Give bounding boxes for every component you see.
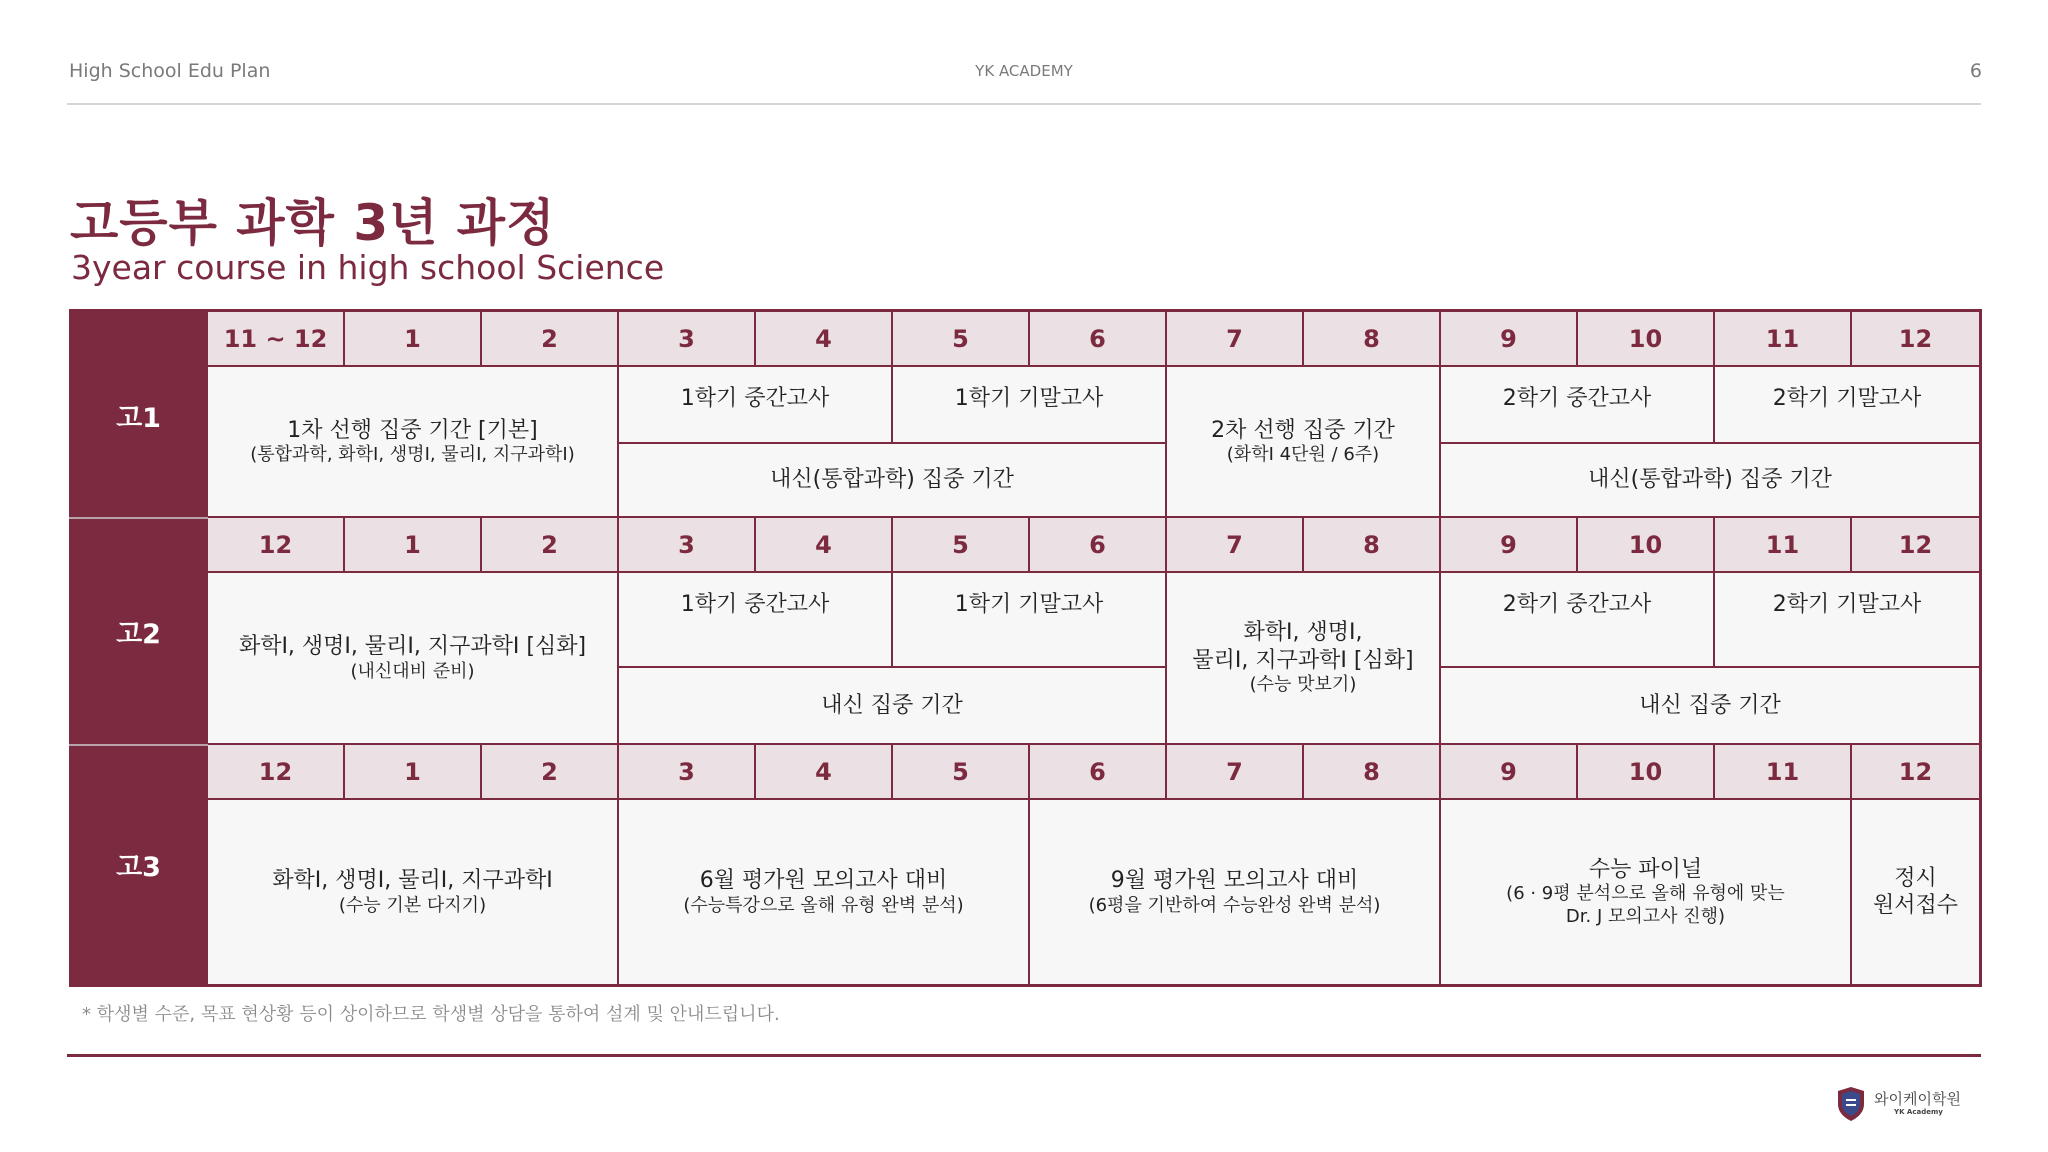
- month-header-cell: 5: [893, 745, 1030, 800]
- schedule-cell-text: 수능 파이널: [1588, 856, 1703, 882]
- schedule-cell: [619, 668, 1167, 745]
- logo-korean-text: 와이케이학원: [1874, 1090, 1961, 1108]
- month-header-cell: 5: [893, 518, 1030, 573]
- month-header-cell: 12: [208, 518, 345, 573]
- schedule-cell: [1167, 573, 1441, 745]
- schedule-cell: [208, 367, 619, 518]
- schedule-cell-text: 2학기 중간고사: [1502, 592, 1652, 617]
- schedule-cell-text: 2차 선행 집중 기간: [1211, 417, 1395, 443]
- month-header-cell: 9: [1441, 518, 1578, 573]
- schedule-cell: [619, 444, 1167, 518]
- schedule-cell: [619, 367, 893, 444]
- schedule-cell-text: 내신 집중 기간: [1639, 692, 1781, 718]
- shield-logo-icon: [1836, 1086, 1866, 1122]
- month-header-cell: 8: [1304, 745, 1441, 800]
- month-header-cell: 7: [1167, 518, 1304, 573]
- month-header-cell: 1: [345, 745, 482, 800]
- month-header-cell: 6: [1030, 312, 1167, 367]
- schedule-cell: [208, 573, 619, 745]
- schedule-cell-text: 화학Ⅰ, 생명Ⅰ, 물리Ⅰ, 지구과학Ⅰ: [272, 868, 553, 893]
- grade-label: 고1: [69, 312, 208, 518]
- schedule-cell-text: (6 · 9평 분석으로 올해 유형에 맞는: [1506, 883, 1785, 905]
- month-header-cell: 7: [1167, 312, 1304, 367]
- schedule-cell: [1441, 444, 1979, 518]
- month-header-cell: 4: [756, 312, 893, 367]
- schedule-cell-text: 1학기 중간고사: [680, 592, 830, 617]
- month-header-cell: 10: [1578, 312, 1715, 367]
- month-header-cell: 1: [345, 312, 482, 367]
- month-header-cell: 6: [1030, 518, 1167, 573]
- schedule-cell-text: 1차 선행 집중 기간 [기본]: [287, 417, 538, 443]
- schedule-cell-text: (화학Ⅰ 4단원 / 6주): [1226, 444, 1380, 465]
- month-header-cell: 3: [619, 745, 756, 800]
- month-header-cell: 12: [1852, 518, 1979, 573]
- month-header-cell: 4: [756, 745, 893, 800]
- month-header-cell: 3: [619, 312, 756, 367]
- grade-label: 고2: [69, 518, 208, 745]
- header-left-text: High School Edu Plan: [69, 60, 271, 82]
- month-header-cell: 11: [1715, 745, 1852, 800]
- month-header-cell: 8: [1304, 518, 1441, 573]
- header-divider: [67, 103, 1981, 105]
- month-header-cell: 11: [1715, 312, 1852, 367]
- month-header-cell: 2: [482, 518, 619, 573]
- page-number: 6: [1969, 60, 1982, 82]
- schedule-cell-text: Dr. J 모의고사 진행): [1565, 905, 1726, 927]
- month-header-cell: 10: [1578, 745, 1715, 800]
- schedule-cell: [1167, 367, 1441, 518]
- schedule-cell-text: 내신(통합과학) 집중 기간: [1588, 467, 1832, 493]
- schedule-cell: [1852, 800, 1979, 984]
- schedule-cell-text: 내신 집중 기간: [821, 692, 963, 718]
- schedule-cell: [1030, 800, 1441, 984]
- header-center-text: YK ACADEMY: [975, 62, 1073, 80]
- schedule-cell: [893, 367, 1167, 444]
- month-header-cell: 3: [619, 518, 756, 573]
- schedule-cell: [619, 573, 893, 668]
- month-header-cell: 8: [1304, 312, 1441, 367]
- schedule-cell-text: 6월 평가원 모의고사 대비: [699, 868, 948, 893]
- month-header-cell: 9: [1441, 745, 1578, 800]
- month-header-cell: 7: [1167, 745, 1304, 800]
- month-header-cell: 12: [1852, 745, 1979, 800]
- month-header-cell: 2: [482, 745, 619, 800]
- schedule-table: [69, 309, 1982, 987]
- schedule-cell: [208, 800, 619, 984]
- schedule-cell: [893, 573, 1167, 668]
- schedule-cell-text: 1학기 기말고사: [954, 592, 1104, 617]
- schedule-cell-text: (6평을 기반하여 수능완성 완벽 분석): [1088, 894, 1381, 916]
- grade-label: 고3: [69, 745, 208, 984]
- schedule-cell-text: 2학기 중간고사: [1502, 386, 1652, 411]
- schedule-cell-text: 정시: [1894, 865, 1937, 891]
- grade-separator: [69, 744, 208, 746]
- schedule-cell-text: 2학기 기말고사: [1772, 592, 1922, 617]
- month-header-cell: 1: [345, 518, 482, 573]
- schedule-cell-text: 내신(통합과학) 집중 기간: [770, 467, 1014, 493]
- schedule-cell-text: 9월 평가원 모의고사 대비: [1110, 868, 1359, 893]
- page-subtitle: 3year course in high school Science: [71, 248, 665, 287]
- schedule-cell-text: 원서접수: [1872, 893, 1958, 918]
- month-header-cell: 4: [756, 518, 893, 573]
- schedule-cell: [1441, 668, 1979, 745]
- month-header-cell: 2: [482, 312, 619, 367]
- footer-divider: [67, 1054, 1981, 1057]
- schedule-cell: [1441, 573, 1715, 668]
- schedule-cell-text: 물리Ⅰ, 지구과학Ⅰ [심화]: [1192, 647, 1414, 673]
- month-header-cell: 10: [1578, 518, 1715, 573]
- month-header-cell: 12: [1852, 312, 1979, 367]
- schedule-cell-text: (수능특강으로 올해 유형 완벽 분석): [683, 894, 964, 916]
- page-title: 고등부 과학 3년 과정: [70, 194, 556, 252]
- schedule-cell: [1441, 367, 1715, 444]
- schedule-cell-text: (내신대비 준비): [350, 660, 475, 682]
- month-header-cell: 12: [208, 745, 345, 800]
- month-header-cell: 11 ~ 12: [208, 312, 345, 367]
- schedule-cell-text: 1학기 중간고사: [680, 386, 830, 411]
- schedule-cell-text: 1학기 기말고사: [954, 386, 1104, 411]
- schedule-cell-text: 화학Ⅰ, 생명Ⅰ,: [1243, 620, 1363, 646]
- month-header-cell: 5: [893, 312, 1030, 367]
- schedule-cell: [1441, 800, 1852, 984]
- schedule-cell-text: 화학Ⅰ, 생명Ⅰ, 물리Ⅰ, 지구과학Ⅰ [심화]: [238, 634, 587, 659]
- month-header-cell: 11: [1715, 518, 1852, 573]
- schedule-cell-text: (수능 기본 다지기): [338, 894, 487, 916]
- schedule-cell: [1715, 573, 1979, 668]
- footnote: * 학생별 수준, 목표 현상황 등이 상이하므로 학생별 상담을 통하여 설계 및 안내드립니다.: [82, 1004, 780, 1025]
- schedule-cell-text: 2학기 기말고사: [1772, 386, 1922, 411]
- academy-logo: [1836, 1084, 1986, 1128]
- schedule-cell-text: (통합과학, 화학Ⅰ, 생명Ⅰ, 물리Ⅰ, 지구과학Ⅰ): [250, 444, 575, 465]
- schedule-cell-text: (수능 맛보기): [1249, 674, 1357, 696]
- month-header-cell: 6: [1030, 745, 1167, 800]
- schedule-cell: [619, 800, 1030, 984]
- schedule-cell: [1715, 367, 1979, 444]
- grade-separator: [69, 517, 208, 519]
- logo-english-text: YK Academy: [1894, 1108, 1943, 1116]
- month-header-cell: 9: [1441, 312, 1578, 367]
